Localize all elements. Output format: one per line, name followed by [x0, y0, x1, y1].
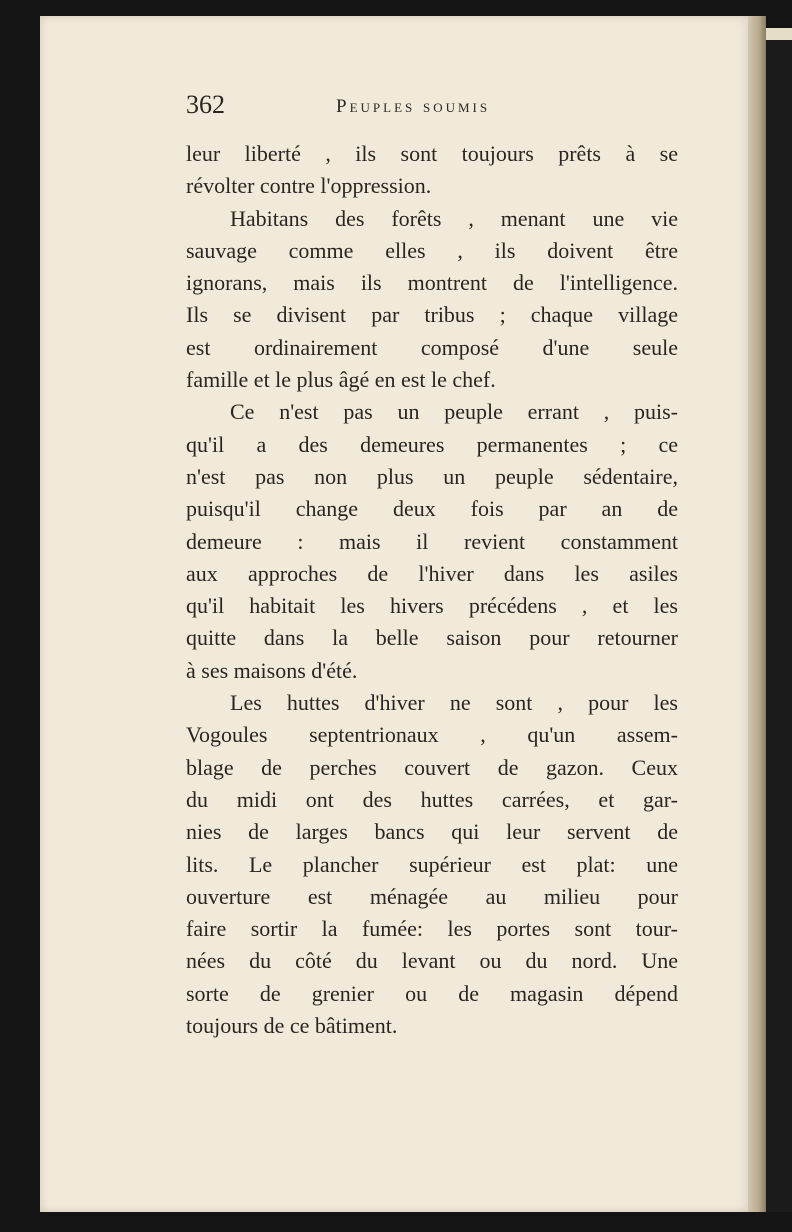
- text-line: révolter contre l'oppression.: [186, 173, 432, 199]
- page-header: [186, 88, 686, 128]
- text-line: Les huttes d'hiver ne sont , pour les: [230, 690, 678, 716]
- text-line: sauvage comme elles , ils doivent être: [186, 237, 678, 263]
- text-line: Habitans des forêts , menant une vie: [230, 205, 678, 231]
- text-line: Ils se divisent par tribus ; chaque village: [186, 302, 678, 328]
- text-line: est ordinairement composé d'une seule: [186, 334, 678, 360]
- binding-shadow: [766, 40, 792, 1212]
- page-gutter: [748, 16, 766, 1212]
- text-line: sorte de grenier ou de magasin dépend: [186, 980, 678, 1006]
- text-line: puisqu'il change deux fois par an de: [186, 496, 678, 522]
- text-line: n'est pas non plus un peuple sédentaire,: [186, 463, 678, 489]
- text-line: aux approches de l'hiver dans les asiles: [186, 560, 678, 586]
- text-line: faire sortir la fumée: les portes sont tour-: [186, 916, 678, 942]
- text-line: nées du côté du levant ou du nord. Une: [186, 948, 678, 974]
- text-line: à ses maisons d'été.: [186, 657, 358, 683]
- text-line: du midi ont des huttes carrées, et gar-: [186, 786, 678, 812]
- text-line: quitte dans la belle saison pour retourner: [186, 625, 678, 651]
- text-line: qu'il habitait les hivers précédens , et les: [186, 593, 678, 619]
- text-line: demeure : mais il revient constamment: [186, 528, 678, 554]
- text-line: qu'il a des demeures permanentes ; ce: [186, 431, 678, 457]
- text-line: famille et le plus âgé en est le chef.: [186, 367, 496, 393]
- text-line: ignorans, mais ils montrent de l'intelligence.: [186, 270, 678, 296]
- page-number: 362: [186, 90, 225, 119]
- text-line: blage de perches couvert de gazon. Ceux: [186, 754, 678, 780]
- text-line: ouverture est ménagée au milieu pour: [186, 883, 678, 909]
- running-title: Peuples soumis: [336, 96, 491, 117]
- text-line: Ce n'est pas un peuple errant , puis-: [230, 399, 678, 425]
- text-line: toujours de ce bâtiment.: [186, 1013, 398, 1039]
- text-line: nies de larges bancs qui leur servent de: [186, 819, 678, 845]
- text-line: lits. Le plancher supérieur est plat: une: [186, 851, 678, 877]
- text-line: leur liberté , ils sont toujours prêts à se: [186, 141, 678, 166]
- body-text: [186, 138, 678, 1042]
- text-line: Vogoules septentrionaux , qu'un assem-: [186, 722, 678, 748]
